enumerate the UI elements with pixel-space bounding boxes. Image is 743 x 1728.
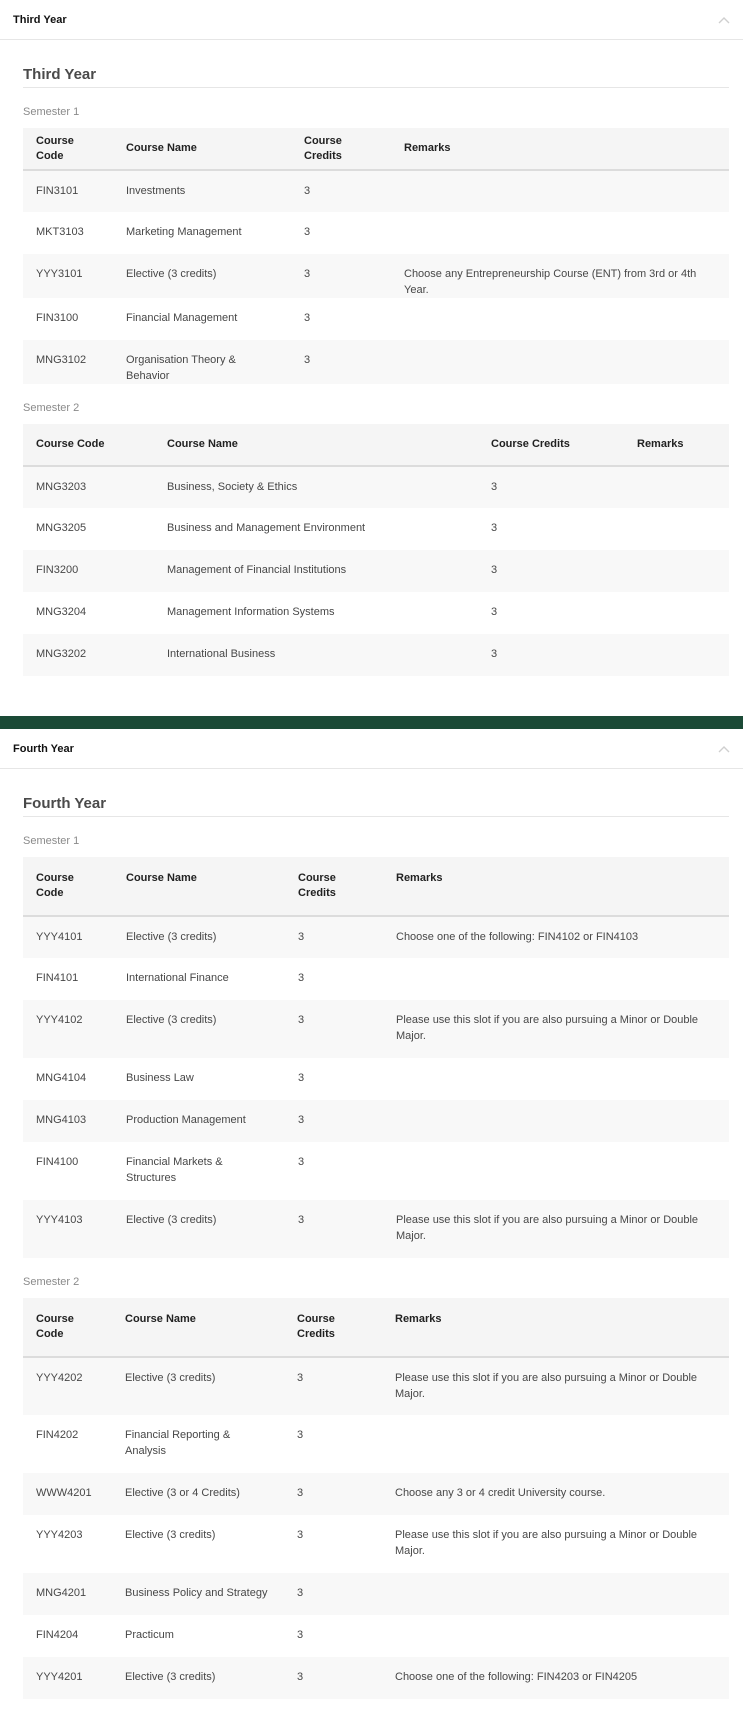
fourth-year-panel — [0, 729, 743, 1699]
table-row — [23, 1415, 729, 1473]
table-row — [23, 634, 729, 676]
table-row — [23, 1473, 729, 1515]
course-code: MNG4201 — [36, 1587, 87, 1599]
column-header: Course Credits — [304, 134, 342, 162]
course-credits: 3 — [298, 1214, 305, 1226]
section-title: Third Year — [23, 40, 729, 88]
table-row — [23, 1615, 729, 1657]
accordion-title: Third Year — [13, 13, 67, 26]
fourth-year-accordion-header[interactable] — [0, 729, 743, 769]
course-credits: 3 — [297, 1671, 304, 1683]
course-code: MNG4103 — [36, 1114, 87, 1126]
semester-label: Semester 1 — [23, 835, 80, 847]
table-row — [23, 254, 729, 298]
course-name: Elective (3 or 4 Credits) — [125, 1487, 240, 1499]
table-row — [23, 1142, 729, 1200]
course-name: Business and Management Environment — [167, 522, 366, 534]
table-row — [23, 592, 729, 634]
course-code: MNG3202 — [36, 648, 87, 660]
course-name: Elective (3 credits) — [126, 268, 217, 280]
course-credits: 3 — [491, 481, 498, 493]
column-header: Remarks — [404, 142, 451, 154]
course-code: MNG4104 — [36, 1072, 87, 1084]
course-credits: 3 — [304, 312, 311, 324]
course-remarks — [395, 1573, 716, 1585]
course-code: FIN4202 — [36, 1429, 79, 1441]
course-code: FIN4101 — [36, 972, 79, 984]
course-name: Marketing Management — [126, 226, 242, 238]
course-name: Organisation Theory & Behavior — [126, 354, 236, 382]
course-name: Business Law — [126, 1072, 194, 1084]
table-row — [23, 212, 729, 254]
course-credits: 3 — [491, 648, 498, 660]
course-remarks — [396, 1058, 716, 1070]
column-header: Course Credits — [297, 1313, 335, 1340]
course-name: Investments — [126, 185, 186, 197]
course-table — [23, 128, 729, 384]
course-table — [23, 424, 729, 676]
table-row — [23, 1657, 729, 1699]
course-code: YYY4103 — [36, 1214, 83, 1226]
column-header: Course Name — [167, 438, 238, 450]
course-code: YYY4102 — [36, 1014, 83, 1026]
course-remarks — [395, 1615, 716, 1627]
course-credits: 3 — [297, 1487, 304, 1499]
course-remarks — [396, 958, 716, 970]
course-remarks: Choose any Entrepreneurship Course (ENT) from 3rd or 4th Year. — [404, 268, 697, 296]
course-credits: 3 — [298, 1156, 305, 1168]
course-code: MKT3103 — [36, 226, 84, 238]
semester-label: Semester 2 — [23, 402, 80, 414]
table-header-row — [23, 857, 729, 916]
column-header: Course Name — [126, 872, 197, 884]
table-row — [23, 1058, 729, 1100]
course-remarks: Choose one of the following: FIN4203 or FIN4205 — [395, 1671, 638, 1683]
course-credits: 3 — [298, 1072, 305, 1084]
table-row — [23, 1357, 729, 1415]
course-code: YYY4202 — [36, 1372, 83, 1384]
course-code: MNG3102 — [36, 354, 87, 366]
table-row — [23, 1100, 729, 1142]
course-credits: 3 — [297, 1429, 304, 1441]
course-code: MNG3205 — [36, 522, 87, 534]
course-credits: 3 — [297, 1529, 304, 1541]
course-name: Financial Reporting & Analysis — [125, 1429, 231, 1457]
table-row — [23, 550, 729, 592]
course-remarks — [637, 550, 716, 562]
third-year-accordion-header[interactable] — [0, 0, 743, 40]
course-name: Elective (3 credits) — [126, 1014, 217, 1026]
course-name: Elective (3 credits) — [126, 1214, 217, 1226]
course-name: Elective (3 credits) — [126, 931, 217, 943]
course-code: YYY4201 — [36, 1671, 83, 1683]
third-year-panel — [0, 0, 743, 716]
column-header: Course Code — [36, 872, 74, 899]
course-code: FIN3200 — [36, 564, 79, 576]
column-header: Remarks — [395, 1313, 442, 1325]
table-row — [23, 1573, 729, 1615]
table-row — [23, 466, 729, 508]
course-credits: 3 — [298, 1114, 305, 1126]
course-credits: 3 — [298, 1014, 305, 1026]
table-row — [23, 916, 729, 958]
course-code: WWW4201 — [36, 1487, 92, 1499]
course-code: YYY4203 — [36, 1529, 83, 1541]
column-header: Course Credits — [491, 438, 570, 450]
table-row — [23, 340, 729, 384]
table-row — [23, 1200, 729, 1258]
course-remarks — [404, 298, 716, 310]
course-remarks: Please use this slot if you are also pursuing a Minor or Double Major. — [396, 1214, 699, 1242]
course-name: Financial Markets & Structures — [126, 1156, 223, 1184]
column-header: Remarks — [637, 438, 684, 450]
column-header: Remarks — [396, 872, 443, 884]
course-credits: 3 — [297, 1587, 304, 1599]
course-credits: 3 — [304, 268, 311, 280]
course-credits: 3 — [491, 522, 498, 534]
course-name: International Business — [167, 648, 276, 660]
course-code: FIN4204 — [36, 1629, 79, 1641]
course-remarks — [404, 212, 716, 224]
table-row — [23, 958, 729, 1000]
course-code: FIN4100 — [36, 1156, 79, 1168]
section-divider — [0, 716, 743, 729]
course-code: MNG3204 — [36, 606, 87, 618]
course-remarks — [404, 340, 716, 352]
course-remarks — [396, 1100, 716, 1112]
course-name: Elective (3 credits) — [125, 1372, 216, 1384]
course-remarks: Please use this slot if you are also pursuing a Minor or Double Major. — [396, 1014, 699, 1042]
course-credits: 3 — [304, 354, 311, 366]
course-table — [23, 857, 729, 1258]
column-header: Course Code — [36, 438, 105, 450]
accordion-title: Fourth Year — [13, 742, 74, 755]
section-title: Fourth Year — [23, 769, 729, 817]
semester-label: Semester 1 — [23, 106, 80, 118]
course-remarks — [637, 592, 716, 604]
course-credits: 3 — [491, 606, 498, 618]
course-credits: 3 — [491, 564, 498, 576]
course-name: Management Information Systems — [167, 606, 335, 618]
table-row — [23, 508, 729, 550]
table-row — [23, 1000, 729, 1058]
course-credits: 3 — [298, 931, 305, 943]
course-table — [23, 1298, 729, 1699]
course-remarks — [637, 508, 716, 520]
column-header: Course Code — [36, 134, 74, 162]
course-credits: 3 — [297, 1629, 304, 1641]
semester-label: Semester 2 — [23, 1276, 80, 1288]
course-name: Practicum — [125, 1629, 174, 1641]
course-name: Management of Financial Institutions — [167, 564, 347, 576]
course-code: YYY3101 — [36, 268, 83, 280]
course-remarks: Choose any 3 or 4 credit University course. — [395, 1487, 606, 1499]
course-remarks: Choose one of the following: FIN4102 or FIN4103 — [396, 931, 639, 943]
course-remarks: Please use this slot if you are also pursuing a Minor or Double Major. — [395, 1372, 698, 1400]
course-code: FIN3101 — [36, 185, 79, 197]
chevron-up-icon[interactable] — [717, 13, 731, 27]
course-remarks — [637, 634, 716, 646]
column-header: Course Name — [125, 1313, 196, 1325]
course-name: Elective (3 credits) — [125, 1671, 216, 1683]
course-remarks — [395, 1415, 716, 1427]
course-name: Business, Society & Ethics — [167, 481, 298, 493]
table-row — [23, 170, 729, 212]
course-credits: 3 — [304, 226, 311, 238]
course-remarks: Please use this slot if you are also pursuing a Minor or Double Major. — [395, 1529, 698, 1557]
course-credits: 3 — [298, 972, 305, 984]
chevron-up-icon[interactable] — [717, 742, 731, 756]
table-header-row — [23, 128, 729, 170]
course-credits: 3 — [304, 185, 311, 197]
course-code: YYY4101 — [36, 931, 83, 943]
table-header-row — [23, 424, 729, 466]
table-header-row — [23, 1298, 729, 1357]
column-header: Course Name — [126, 142, 197, 154]
course-code: MNG3203 — [36, 481, 87, 493]
course-credits: 3 — [297, 1372, 304, 1384]
column-header: Course Credits — [298, 872, 336, 899]
course-remarks — [637, 467, 716, 479]
course-name: Elective (3 credits) — [125, 1529, 216, 1541]
course-remarks — [404, 171, 716, 183]
course-name: Production Management — [126, 1114, 246, 1126]
table-row — [23, 1515, 729, 1573]
course-code: FIN3100 — [36, 312, 79, 324]
course-name: Business Policy and Strategy — [125, 1587, 268, 1599]
course-remarks — [396, 1142, 716, 1154]
course-name: Financial Management — [126, 312, 238, 324]
column-header: Course Code — [36, 1313, 74, 1340]
table-row — [23, 298, 729, 340]
course-name: International Finance — [126, 972, 229, 984]
